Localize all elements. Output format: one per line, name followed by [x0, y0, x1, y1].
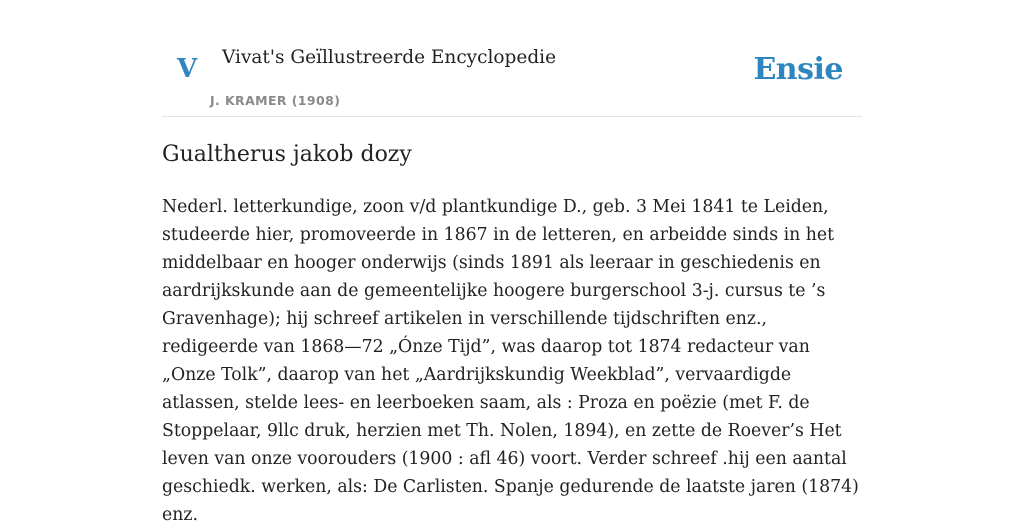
source-author: J. KRAMER (1908): [210, 93, 341, 108]
source-title[interactable]: Vivat's Geïllustreerde Encyclopedie: [222, 47, 557, 68]
entry-title: Gualtherus jakob dozy: [162, 142, 412, 167]
source-header: [162, 0, 862, 117]
ensie-logo[interactable]: Ensie: [753, 52, 843, 87]
entry-body: Nederl. letterkundige, zoon v/d plantkundige D., geb. 3 Mei 1841 te Leiden, studeerde hier, promoveerde in 1867 in de letteren, en arbeidde sinds in het middelbaar en hooger onderwijs (sinds 1891 als leeraar in geschiedenis en aardrijkskunde aan de gemeentelijke hoogere burgerschool 3-j. cursus te ’s Gravenhage); hij schreef artikelen in verschillende tijdschriften enz., redigeerde van 1868—72 „Ónze Tijd”, was daarop tot 1874 redacteur van „Onze Tolk”, daarop van het „Aardrijkskundig Weekblad”, vervaardigde atlassen, stelde lees- en leerboeken saam, als : Proza en poëzie (met F. de Stoppelaar, 9llc druk, herzien met Th. Nolen, 1894), en zette de Roever’s Het leven van onze voorouders (1900 : afl 46) voort. Verder schreef .hij een aantal geschiedk. werken, als: De Carlisten. Spanje gedurende de laatste jaren (1874) enz.: [162, 197, 859, 525]
source-logo[interactable]: V: [177, 54, 198, 84]
